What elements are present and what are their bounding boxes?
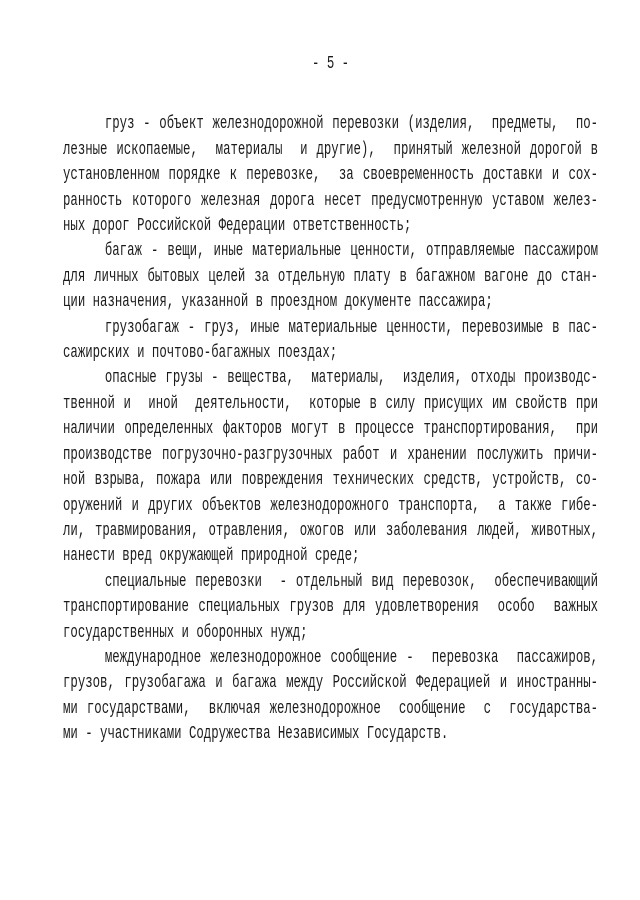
text-line: производстве погрузочно-разгрузочных работ и хранении послужить причи- (63, 444, 599, 465)
text-line: государственных и оборонных нужд; (63, 622, 308, 643)
text-line: специальные перевозки - отдельный вид перевозок, обеспечивающий (104, 571, 599, 592)
text-line: международное железнодорожное сообщение - перевозка пассажиров, (104, 647, 599, 668)
paragraph (63, 366, 598, 569)
text-line: для личных бытовых целей за отдельную плату в багажном вагоне до стан- (63, 266, 599, 287)
text-line: ных дорог Российской Федерации ответственность; (63, 216, 412, 237)
text-line: твенной и иной деятельности, которые в силу присущих им свойств при (63, 393, 599, 414)
text-column (63, 52, 598, 748)
text-line: ции назначения, указанной в проездном документе пассажира; (63, 292, 493, 313)
text-line: грузов, грузобагажа и багажа между Российской Федерацией и иностранны- (63, 673, 599, 694)
text-line: грузобагаж - груз, иные материальные ценности, перевозимые в пас- (104, 317, 599, 338)
text-line: транспортирование специальных грузов для удовлетворения особо важных (63, 597, 599, 618)
paragraph (63, 239, 598, 315)
paragraph (63, 570, 598, 646)
paragraph (63, 646, 598, 748)
page-number: - 5 - (312, 54, 350, 74)
text-line: ранность которого железная дорога несет предусмотренную уставом желез- (63, 190, 599, 211)
text-line: опасные грузы - вещества, материалы, изделия, отходы производс- (104, 368, 599, 389)
text-line: ли, травмирования, отравления, ожогов или заболевания людей, животных, (63, 520, 599, 541)
text-line: ной взрыва, пожара или повреждения технических средств, устройств, со- (63, 470, 599, 491)
paragraph (63, 112, 598, 239)
text-line: оружений и других объектов железнодорожного транспорта, а также гибе- (63, 495, 599, 516)
text-line: груз - объект железнодорожной перевозки (изделия, предметы, по- (104, 114, 599, 135)
paragraph (63, 316, 598, 367)
text-line: нанести вред окружающей природной среде; (63, 546, 360, 567)
document-body (63, 112, 598, 747)
text-line: ми государствами, включая железнодорожное сообщение с государства- (63, 698, 599, 719)
text-line: ми - участниками Содружества Независимых Государств. (63, 724, 449, 745)
text-line: лезные ископаемые, материалы и другие), принятый железной дорогой в (63, 139, 599, 160)
text-line: наличии определенных факторов могут в процессе транспортирования, при (63, 419, 599, 440)
text-line: багаж - вещи, иные материальные ценности, отправляемые пассажиром (104, 241, 599, 262)
text-line: установленном порядке к перевозке, за своевременность доставки и сох- (63, 165, 599, 186)
text-line: сажирских и почтово-багажных поездах; (63, 343, 338, 364)
